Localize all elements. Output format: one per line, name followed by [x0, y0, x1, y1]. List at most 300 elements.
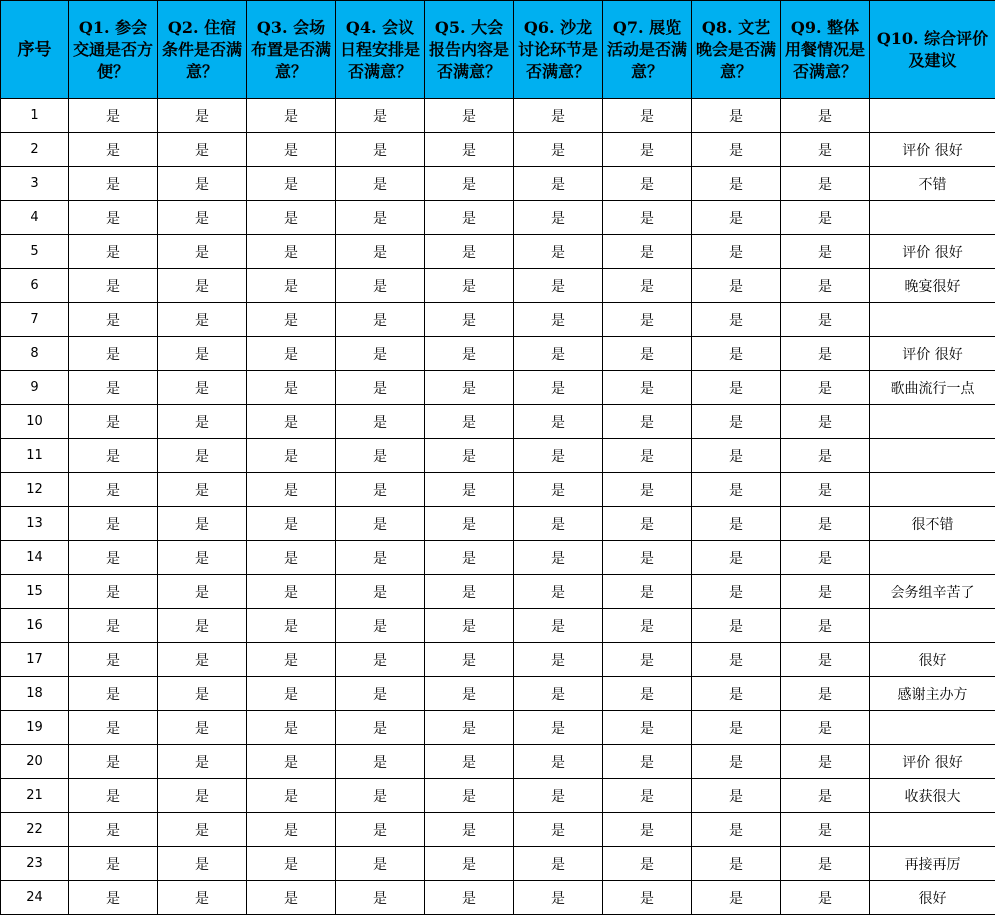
answer-cell-q1: 是 [69, 745, 158, 779]
answer-cell-q6: 是 [514, 235, 603, 269]
answer-cell-q9: 是 [781, 269, 870, 303]
answer-cell-q5: 是 [425, 541, 514, 575]
row-number: 14 [1, 541, 69, 575]
answer-cell-q9: 是 [781, 473, 870, 507]
answer-cell-q9: 是 [781, 881, 870, 915]
table-row [1, 609, 995, 643]
table-row [1, 847, 995, 881]
answer-cell-q5: 是 [425, 575, 514, 609]
table-row [1, 779, 995, 813]
comment-cell: 评价 很好 [870, 745, 995, 779]
answer-cell-q9: 是 [781, 337, 870, 371]
answer-cell-q7: 是 [603, 439, 692, 473]
answer-cell-q2: 是 [158, 337, 247, 371]
table-row [1, 439, 995, 473]
comment-cell: 评价 很好 [870, 133, 995, 167]
row-number: 8 [1, 337, 69, 371]
row-number: 2 [1, 133, 69, 167]
row-number: 20 [1, 745, 69, 779]
answer-cell-q8: 是 [692, 439, 781, 473]
answer-cell-q6: 是 [514, 507, 603, 541]
answer-cell-q4: 是 [336, 677, 425, 711]
answer-cell-q5: 是 [425, 711, 514, 745]
answer-cell-q5: 是 [425, 881, 514, 915]
answer-cell-q8: 是 [692, 473, 781, 507]
answer-cell-q4: 是 [336, 337, 425, 371]
answer-cell-q5: 是 [425, 439, 514, 473]
answer-cell-q2: 是 [158, 201, 247, 235]
answer-cell-q8: 是 [692, 711, 781, 745]
answer-cell-q9: 是 [781, 235, 870, 269]
answer-cell-q3: 是 [247, 337, 336, 371]
answer-cell-q1: 是 [69, 371, 158, 405]
header-q1-transport: Q1. 参会交通是否方便？ [69, 1, 158, 99]
answer-cell-q6: 是 [514, 473, 603, 507]
answer-cell-q2: 是 [158, 609, 247, 643]
answer-cell-q9: 是 [781, 99, 870, 133]
answer-cell-q2: 是 [158, 235, 247, 269]
answer-cell-q2: 是 [158, 847, 247, 881]
answer-cell-q6: 是 [514, 303, 603, 337]
comment-cell [870, 99, 995, 133]
answer-cell-q1: 是 [69, 677, 158, 711]
answer-cell-q8: 是 [692, 167, 781, 201]
answer-cell-q6: 是 [514, 745, 603, 779]
answer-cell-q7: 是 [603, 303, 692, 337]
answer-cell-q5: 是 [425, 269, 514, 303]
answer-cell-q5: 是 [425, 473, 514, 507]
answer-cell-q3: 是 [247, 133, 336, 167]
answer-cell-q2: 是 [158, 541, 247, 575]
answer-cell-q3: 是 [247, 609, 336, 643]
table-row [1, 507, 995, 541]
comment-cell: 感谢主办方 [870, 677, 995, 711]
answer-cell-q9: 是 [781, 847, 870, 881]
answer-cell-q8: 是 [692, 99, 781, 133]
answer-cell-q5: 是 [425, 745, 514, 779]
answer-cell-q7: 是 [603, 711, 692, 745]
answer-cell-q3: 是 [247, 405, 336, 439]
table-row [1, 337, 995, 371]
row-number: 22 [1, 813, 69, 847]
answer-cell-q5: 是 [425, 405, 514, 439]
answer-cell-q6: 是 [514, 405, 603, 439]
answer-cell-q3: 是 [247, 643, 336, 677]
answer-cell-q3: 是 [247, 371, 336, 405]
answer-cell-q2: 是 [158, 405, 247, 439]
answer-cell-q7: 是 [603, 881, 692, 915]
answer-cell-q1: 是 [69, 303, 158, 337]
answer-cell-q4: 是 [336, 405, 425, 439]
answer-cell-q7: 是 [603, 99, 692, 133]
table-row [1, 235, 995, 269]
row-number: 3 [1, 167, 69, 201]
table-row [1, 677, 995, 711]
answer-cell-q1: 是 [69, 711, 158, 745]
answer-cell-q9: 是 [781, 643, 870, 677]
answer-cell-q8: 是 [692, 269, 781, 303]
answer-cell-q4: 是 [336, 881, 425, 915]
answer-cell-q1: 是 [69, 405, 158, 439]
table-row [1, 133, 995, 167]
answer-cell-q2: 是 [158, 677, 247, 711]
answer-cell-q8: 是 [692, 779, 781, 813]
answer-cell-q1: 是 [69, 201, 158, 235]
header-q4-schedule: Q4. 会议日程安排是否满意？ [336, 1, 425, 99]
answer-cell-q2: 是 [158, 745, 247, 779]
answer-cell-q9: 是 [781, 371, 870, 405]
answer-cell-q6: 是 [514, 779, 603, 813]
table-row [1, 575, 995, 609]
answer-cell-q3: 是 [247, 473, 336, 507]
row-number: 19 [1, 711, 69, 745]
answer-cell-q3: 是 [247, 269, 336, 303]
comment-cell [870, 473, 995, 507]
answer-cell-q7: 是 [603, 541, 692, 575]
answer-cell-q4: 是 [336, 439, 425, 473]
answer-cell-q5: 是 [425, 371, 514, 405]
answer-cell-q3: 是 [247, 813, 336, 847]
answer-cell-q3: 是 [247, 201, 336, 235]
row-number: 1 [1, 99, 69, 133]
answer-cell-q8: 是 [692, 745, 781, 779]
answer-cell-q2: 是 [158, 371, 247, 405]
answer-cell-q9: 是 [781, 167, 870, 201]
answer-cell-q3: 是 [247, 779, 336, 813]
answer-cell-q9: 是 [781, 711, 870, 745]
answer-cell-q4: 是 [336, 507, 425, 541]
answer-cell-q1: 是 [69, 575, 158, 609]
answer-cell-q4: 是 [336, 779, 425, 813]
answer-cell-q6: 是 [514, 575, 603, 609]
answer-cell-q2: 是 [158, 507, 247, 541]
header-q5-reports: Q5. 大会报告内容是否满意？ [425, 1, 514, 99]
answer-cell-q7: 是 [603, 643, 692, 677]
answer-cell-q7: 是 [603, 337, 692, 371]
answer-cell-q8: 是 [692, 201, 781, 235]
answer-cell-q2: 是 [158, 779, 247, 813]
answer-cell-q7: 是 [603, 847, 692, 881]
comment-cell [870, 609, 995, 643]
answer-cell-q6: 是 [514, 269, 603, 303]
table-row [1, 813, 995, 847]
table-row [1, 473, 995, 507]
answer-cell-q6: 是 [514, 371, 603, 405]
answer-cell-q3: 是 [247, 745, 336, 779]
answer-cell-q7: 是 [603, 575, 692, 609]
row-number: 17 [1, 643, 69, 677]
answer-cell-q7: 是 [603, 133, 692, 167]
answer-cell-q2: 是 [158, 711, 247, 745]
answer-cell-q6: 是 [514, 677, 603, 711]
answer-cell-q9: 是 [781, 439, 870, 473]
answer-cell-q9: 是 [781, 507, 870, 541]
answer-cell-q2: 是 [158, 99, 247, 133]
answer-cell-q3: 是 [247, 847, 336, 881]
header-serial-number: 序号 [1, 1, 69, 99]
header-q3-venue-layout: Q3. 会场布置是否满意？ [247, 1, 336, 99]
answer-cell-q8: 是 [692, 609, 781, 643]
row-number: 6 [1, 269, 69, 303]
answer-cell-q3: 是 [247, 541, 336, 575]
answer-cell-q8: 是 [692, 507, 781, 541]
answer-cell-q9: 是 [781, 541, 870, 575]
comment-cell: 很好 [870, 643, 995, 677]
row-number: 5 [1, 235, 69, 269]
comment-cell [870, 303, 995, 337]
table-row [1, 201, 995, 235]
answer-cell-q5: 是 [425, 337, 514, 371]
row-number: 4 [1, 201, 69, 235]
answer-cell-q3: 是 [247, 575, 336, 609]
row-number: 9 [1, 371, 69, 405]
answer-cell-q5: 是 [425, 133, 514, 167]
answer-cell-q1: 是 [69, 847, 158, 881]
answer-cell-q5: 是 [425, 507, 514, 541]
answer-cell-q1: 是 [69, 881, 158, 915]
answer-cell-q7: 是 [603, 745, 692, 779]
comment-cell: 收获很大 [870, 779, 995, 813]
answer-cell-q6: 是 [514, 711, 603, 745]
answer-cell-q4: 是 [336, 473, 425, 507]
answer-cell-q8: 是 [692, 541, 781, 575]
answer-cell-q1: 是 [69, 133, 158, 167]
answer-cell-q4: 是 [336, 643, 425, 677]
comment-cell [870, 541, 995, 575]
answer-cell-q6: 是 [514, 337, 603, 371]
answer-cell-q3: 是 [247, 303, 336, 337]
row-number: 15 [1, 575, 69, 609]
comment-cell [870, 439, 995, 473]
answer-cell-q6: 是 [514, 133, 603, 167]
answer-cell-q4: 是 [336, 133, 425, 167]
answer-cell-q5: 是 [425, 99, 514, 133]
table-body [1, 99, 995, 915]
table-row [1, 745, 995, 779]
answer-cell-q9: 是 [781, 779, 870, 813]
answer-cell-q8: 是 [692, 881, 781, 915]
answer-cell-q4: 是 [336, 847, 425, 881]
comment-cell [870, 405, 995, 439]
table-row [1, 881, 995, 915]
comment-cell: 歌曲流行一点 [870, 371, 995, 405]
answer-cell-q3: 是 [247, 167, 336, 201]
answer-cell-q3: 是 [247, 99, 336, 133]
answer-cell-q3: 是 [247, 881, 336, 915]
answer-cell-q6: 是 [514, 847, 603, 881]
answer-cell-q2: 是 [158, 269, 247, 303]
comment-cell: 很好 [870, 881, 995, 915]
answer-cell-q4: 是 [336, 711, 425, 745]
row-number: 11 [1, 439, 69, 473]
answer-cell-q5: 是 [425, 813, 514, 847]
answer-cell-q5: 是 [425, 677, 514, 711]
answer-cell-q9: 是 [781, 405, 870, 439]
answer-cell-q6: 是 [514, 167, 603, 201]
answer-cell-q4: 是 [336, 371, 425, 405]
header-q10-comments: Q10. 综合评价及建议 [870, 1, 995, 99]
answer-cell-q6: 是 [514, 201, 603, 235]
answer-cell-q2: 是 [158, 303, 247, 337]
answer-cell-q8: 是 [692, 337, 781, 371]
answer-cell-q7: 是 [603, 235, 692, 269]
answer-cell-q3: 是 [247, 507, 336, 541]
answer-cell-q8: 是 [692, 371, 781, 405]
answer-cell-q6: 是 [514, 643, 603, 677]
answer-cell-q6: 是 [514, 813, 603, 847]
answer-cell-q7: 是 [603, 779, 692, 813]
answer-cell-q8: 是 [692, 575, 781, 609]
answer-cell-q5: 是 [425, 201, 514, 235]
answer-cell-q4: 是 [336, 99, 425, 133]
answer-cell-q2: 是 [158, 167, 247, 201]
comment-cell [870, 201, 995, 235]
answer-cell-q5: 是 [425, 779, 514, 813]
answer-cell-q5: 是 [425, 167, 514, 201]
answer-cell-q3: 是 [247, 677, 336, 711]
header-q2-accommodation: Q2. 住宿条件是否满意？ [158, 1, 247, 99]
answer-cell-q9: 是 [781, 745, 870, 779]
answer-cell-q1: 是 [69, 813, 158, 847]
comment-cell: 晚宴很好 [870, 269, 995, 303]
row-number: 23 [1, 847, 69, 881]
answer-cell-q7: 是 [603, 473, 692, 507]
comment-cell: 会务组辛苦了 [870, 575, 995, 609]
answer-cell-q9: 是 [781, 609, 870, 643]
answer-cell-q7: 是 [603, 167, 692, 201]
comment-cell: 不错 [870, 167, 995, 201]
answer-cell-q2: 是 [158, 643, 247, 677]
answer-cell-q9: 是 [781, 575, 870, 609]
row-number: 24 [1, 881, 69, 915]
header-q6-salon: Q6. 沙龙讨论环节是否满意？ [514, 1, 603, 99]
row-number: 10 [1, 405, 69, 439]
answer-cell-q8: 是 [692, 643, 781, 677]
answer-cell-q4: 是 [336, 541, 425, 575]
row-number: 13 [1, 507, 69, 541]
table-row [1, 371, 995, 405]
answer-cell-q8: 是 [692, 847, 781, 881]
answer-cell-q8: 是 [692, 813, 781, 847]
answer-cell-q8: 是 [692, 235, 781, 269]
answer-cell-q5: 是 [425, 847, 514, 881]
table-row [1, 167, 995, 201]
table-row [1, 303, 995, 337]
answer-cell-q7: 是 [603, 405, 692, 439]
answer-cell-q4: 是 [336, 609, 425, 643]
header-row [1, 1, 995, 99]
answer-cell-q5: 是 [425, 643, 514, 677]
table-row [1, 269, 995, 303]
comment-cell: 很不错 [870, 507, 995, 541]
answer-cell-q2: 是 [158, 439, 247, 473]
answer-cell-q4: 是 [336, 303, 425, 337]
answer-cell-q3: 是 [247, 235, 336, 269]
answer-cell-q4: 是 [336, 745, 425, 779]
answer-cell-q9: 是 [781, 201, 870, 235]
answer-cell-q4: 是 [336, 201, 425, 235]
answer-cell-q8: 是 [692, 405, 781, 439]
answer-cell-q8: 是 [692, 677, 781, 711]
answer-cell-q1: 是 [69, 507, 158, 541]
answer-cell-q1: 是 [69, 337, 158, 371]
answer-cell-q5: 是 [425, 609, 514, 643]
table-header [1, 1, 995, 99]
answer-cell-q8: 是 [692, 133, 781, 167]
answer-cell-q4: 是 [336, 235, 425, 269]
answer-cell-q1: 是 [69, 473, 158, 507]
table-row [1, 541, 995, 575]
answer-cell-q2: 是 [158, 473, 247, 507]
header-q9-meals: Q9. 整体用餐情况是否满意？ [781, 1, 870, 99]
answer-cell-q7: 是 [603, 677, 692, 711]
answer-cell-q6: 是 [514, 541, 603, 575]
answer-cell-q8: 是 [692, 303, 781, 337]
comment-cell: 评价 很好 [870, 337, 995, 371]
answer-cell-q1: 是 [69, 541, 158, 575]
answer-cell-q1: 是 [69, 779, 158, 813]
header-q8-gala: Q8. 文艺晚会是否满意？ [692, 1, 781, 99]
answer-cell-q7: 是 [603, 201, 692, 235]
row-number: 18 [1, 677, 69, 711]
answer-cell-q1: 是 [69, 609, 158, 643]
answer-cell-q5: 是 [425, 303, 514, 337]
answer-cell-q1: 是 [69, 235, 158, 269]
answer-cell-q4: 是 [336, 269, 425, 303]
table-row [1, 99, 995, 133]
table-row [1, 711, 995, 745]
table-row [1, 405, 995, 439]
answer-cell-q9: 是 [781, 303, 870, 337]
answer-cell-q1: 是 [69, 269, 158, 303]
answer-cell-q5: 是 [425, 235, 514, 269]
answer-cell-q6: 是 [514, 99, 603, 133]
answer-cell-q2: 是 [158, 813, 247, 847]
answer-cell-q2: 是 [158, 133, 247, 167]
row-number: 21 [1, 779, 69, 813]
answer-cell-q4: 是 [336, 575, 425, 609]
answer-cell-q2: 是 [158, 881, 247, 915]
row-number: 7 [1, 303, 69, 337]
answer-cell-q6: 是 [514, 439, 603, 473]
answer-cell-q9: 是 [781, 813, 870, 847]
answer-cell-q6: 是 [514, 881, 603, 915]
row-number: 12 [1, 473, 69, 507]
row-number: 16 [1, 609, 69, 643]
table-row [1, 643, 995, 677]
header-q7-exhibition: Q7. 展览活动是否满意？ [603, 1, 692, 99]
comment-cell: 评价 很好 [870, 235, 995, 269]
answer-cell-q1: 是 [69, 643, 158, 677]
answer-cell-q1: 是 [69, 99, 158, 133]
comment-cell: 再接再厉 [870, 847, 995, 881]
comment-cell [870, 711, 995, 745]
answer-cell-q4: 是 [336, 813, 425, 847]
answer-cell-q7: 是 [603, 371, 692, 405]
answer-cell-q3: 是 [247, 439, 336, 473]
answer-cell-q9: 是 [781, 677, 870, 711]
comment-cell [870, 813, 995, 847]
answer-cell-q7: 是 [603, 507, 692, 541]
answer-cell-q1: 是 [69, 167, 158, 201]
answer-cell-q1: 是 [69, 439, 158, 473]
answer-cell-q6: 是 [514, 609, 603, 643]
answer-cell-q7: 是 [603, 609, 692, 643]
answer-cell-q2: 是 [158, 575, 247, 609]
answer-cell-q9: 是 [781, 133, 870, 167]
answer-cell-q7: 是 [603, 813, 692, 847]
answer-cell-q7: 是 [603, 269, 692, 303]
